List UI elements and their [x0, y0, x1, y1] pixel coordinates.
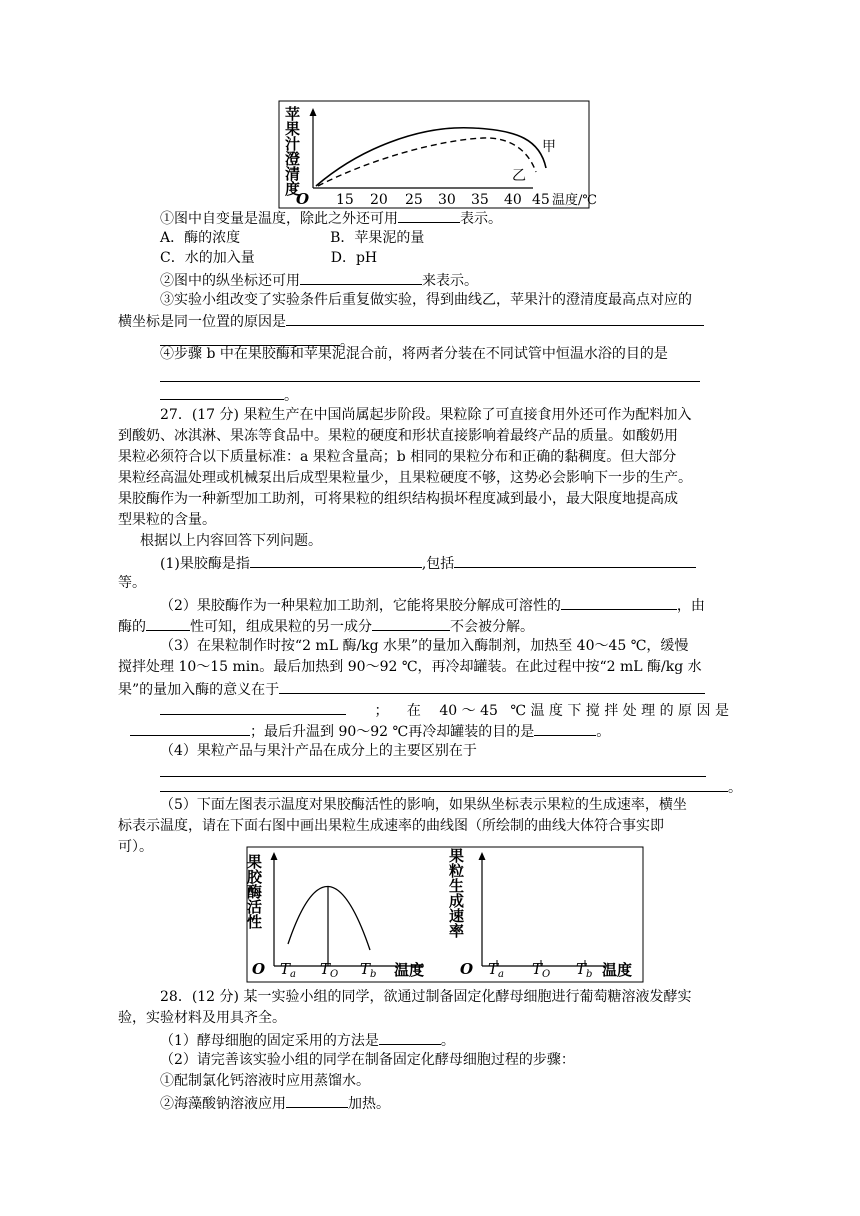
- q27-sub4c: 。: [160, 777, 742, 797]
- origin-label: O: [296, 190, 310, 208]
- x-tick-45: 45: [532, 192, 550, 208]
- q28-sub2: （2）请完善该实验小组的同学在制备固定化酵母细胞过程的步骤：: [160, 1052, 575, 1068]
- option-b: B．苹果泥的量: [330, 230, 425, 246]
- q26-item3b: 横坐标是同一位置的原因是: [118, 311, 704, 331]
- x-tick-25: 25: [405, 192, 423, 208]
- answer-blank[interactable]: [286, 311, 704, 326]
- x-tick-40: 40: [504, 192, 522, 208]
- figure-enzyme-charts: [246, 846, 644, 984]
- q27-sub4: （4）果粒产品与果汁产品在成分上的主要区别在于: [160, 743, 477, 759]
- q26-options-row1: [160, 229, 424, 247]
- x-tick-35: 35: [471, 192, 489, 208]
- right-x-label: 温度: [602, 961, 633, 979]
- q27-para-line2: 到酸奶、冰淇淋、果冻等食品中。果粒的硬度和形状直接影响着最终产品的质量。如酸奶用: [118, 428, 678, 444]
- answer-blank[interactable]: [286, 1093, 348, 1108]
- answer-blank[interactable]: [454, 553, 696, 568]
- q27-sub2: （2）果胶酶作为一种果粒加工助剂，它能将果胶分解成可溶性的 ，由: [160, 595, 705, 615]
- figure-clarity-chart: [278, 100, 597, 210]
- q27-para-line4: 果粒经高温处理或机械泵出后成型果粒量少，且果粒硬度不够，这势必会影响下一步的生产。: [118, 470, 692, 486]
- left-origin-label: O: [252, 960, 266, 978]
- q28-step1: ①配制氯化钙溶液时应用蒸馏水。: [160, 1073, 370, 1089]
- q28-para-line1: 28．(12 分) 某一实验小组的同学，欲通过制备固定化酵母细胞进行葡萄糖溶液发酵实: [160, 989, 692, 1005]
- q26-item2: ②图中的纵坐标还可用 来表示。: [160, 270, 478, 290]
- q27-para-line6: 型果粒的含量。: [118, 512, 216, 528]
- answer-blank[interactable]: [250, 553, 422, 568]
- q27-sub1: (1)果胶酶是指 ,包括: [160, 553, 696, 573]
- curve-label-yi: 乙: [512, 168, 526, 184]
- q27-prompt: 根据以上内容回答下列问题。: [140, 533, 322, 549]
- q27-para-line3: 果粒必须符合以下质量标准：a 果粒含量高；b 相同的果粒分布和正确的黏稠度。但大部分: [118, 449, 677, 465]
- answer-blank[interactable]: [561, 595, 677, 610]
- q26-item3: ③实验小组改变了实验条件后重复做实验，得到曲线乙，苹果汁的澄清度最高点对应的: [160, 292, 692, 308]
- answer-blank[interactable]: [160, 385, 284, 400]
- answer-blank[interactable]: [300, 270, 422, 285]
- right-y-label: 果粒生成速率: [447, 848, 465, 938]
- x-tick-20: 20: [370, 192, 388, 208]
- answer-blank[interactable]: [379, 1030, 441, 1045]
- q27-para-line1: 27．(17 分) 果粒生产在中国尚属起步阶段。果粒除了可直接食用外还可作为配料加入: [160, 407, 692, 423]
- option-a: A．酶的浓度: [160, 230, 241, 246]
- answer-blank[interactable]: [160, 331, 340, 346]
- x-tick-30: 30: [438, 192, 456, 208]
- x-axis-label: 温度/℃: [552, 193, 597, 208]
- answer-blank[interactable]: [398, 208, 460, 223]
- option-d: D．pH: [330, 250, 378, 266]
- answer-blank[interactable]: [130, 721, 250, 736]
- answer-blank[interactable]: [160, 700, 346, 715]
- q26-item4b: [160, 367, 700, 387]
- q27-sub3: （3）在果粒制作时按“2 mL 酶/kg 水果”的量加入酶制剂，加热至 40～45 ℃，缓慢: [160, 638, 689, 654]
- q27-sub2b: 酶的 性可知，组成果粒的另一成分 不会被分解。: [118, 616, 534, 636]
- q26-item1: ①图中自变量是温度，除此之外还可用 表示。: [160, 208, 502, 228]
- q26-item4c: 。: [160, 385, 298, 405]
- x-tick-15: 15: [336, 192, 354, 208]
- answer-blank[interactable]: [160, 762, 706, 777]
- q26-item4: ④步骤 b 中在果胶酶和苹果泥混合前，将两者分装在不同试管中恒温水浴的目的是: [160, 346, 668, 362]
- right-tick-to: $T_O$: [532, 960, 551, 980]
- answer-blank[interactable]: [146, 616, 190, 631]
- q28-sub1: （1）酵母细胞的固定采用的方法是 。: [160, 1030, 455, 1050]
- q28-para-line2: 验，实验材料及用具齐全。: [118, 1010, 286, 1026]
- q27-para-line5: 果胶酶作为一种新型加工助剂，可将果粒的组织结构损坏程度减到最小，最大限度地提高成: [118, 491, 678, 507]
- right-tick-ta: $T_a$: [488, 960, 504, 980]
- q27-sub3d: ； 在 40 ～ 45 ℃ 温 度 下 搅 拌 处 理 的 原 因 是: [160, 700, 729, 720]
- answer-blank[interactable]: [534, 721, 596, 736]
- q27-sub5b: 标表示温度，请在下面右图中画出果粒生成速率的曲线图（所绘制的曲线大体符合事实即: [118, 818, 664, 834]
- left-y-label: 果胶酶活性: [245, 854, 263, 929]
- answer-blank[interactable]: [279, 679, 705, 694]
- q26-options-row2: [160, 249, 377, 267]
- right-origin-label: O: [460, 960, 474, 978]
- activity-curve: [288, 886, 370, 950]
- left-tick-to: $T_O$: [320, 960, 339, 980]
- right-tick-tb: $T_b$: [576, 960, 593, 980]
- left-tick-tb: $T_b$: [360, 960, 377, 980]
- option-c: C．水的加入量: [160, 250, 255, 266]
- y-axis-label: 苹果汁澄清度: [283, 106, 301, 196]
- q28-step2: ②海藻酸钠溶液应用 加热。: [160, 1093, 390, 1113]
- q27-sub1-end: 等。: [118, 575, 146, 591]
- curve-label-jia: 甲: [542, 139, 556, 155]
- answer-blank[interactable]: [160, 367, 700, 382]
- q27-sub3e: ；最后升温到 90～92 ℃再冷却罐装的目的是 。: [130, 721, 610, 741]
- q27-sub5: （5）下面左图表示温度对果胶酶活性的影响，如果纵坐标表示果粒的生成速率，横坐: [160, 797, 687, 813]
- left-x-label: 温度: [394, 961, 425, 979]
- answer-blank[interactable]: [372, 616, 450, 631]
- left-tick-ta: $T_a$: [280, 960, 296, 980]
- q27-sub5c: 可）。: [118, 839, 153, 855]
- q27-sub3b: 搅拌处理 10～15 min。最后加热到 90～92 ℃，再冷却罐装。在此过程中按“2 mL 酶/kg 水: [118, 659, 702, 675]
- answer-blank[interactable]: [160, 777, 728, 792]
- q26-item3c: 。: [160, 331, 354, 351]
- q27-sub3c: 果”的量加入酶的意义在于: [118, 679, 705, 699]
